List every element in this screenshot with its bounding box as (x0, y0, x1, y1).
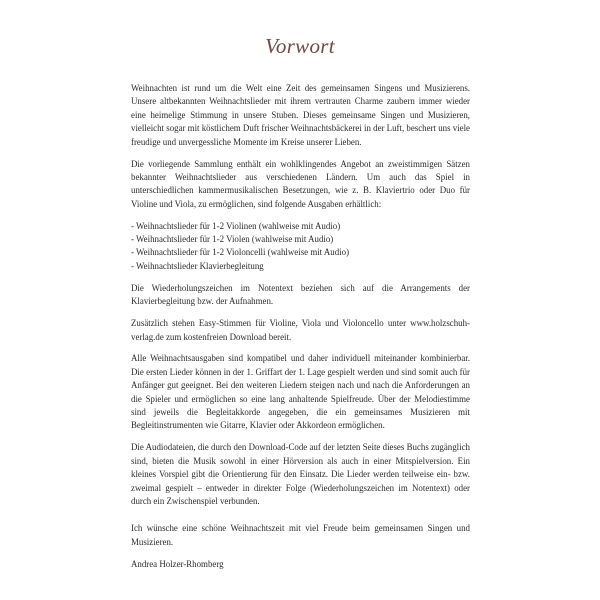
paragraph-intro: Weihnachten ist rund um die Welt eine Zeit des gemeinsamen Singens und Musizierens. Unsere altbekannten Weihnachtslieder mit ihrem vertrauten Charme zaubern immer wieder eine heimelige Stimmung in unsere Stuben. Dieses gemeinsame Singen und Musizieren, vielleicht sogar mit köstlichem Duft frischer Weihnachtsbäckerei in der Luft, beschert uns viele freudige und unvergessliche Momente im Kreise unserer Lieben. (131, 83, 470, 147)
paragraph-compatibility: Alle Weihnachtsausgaben sind kompatibel und daher individuell miteinander kombinierbar. Die ersten Lieder können in der 1. Griffart der 1. Lage gespielt werden und sind somit auch für Anfänger gut geeignet. Bei den weiteren Liedern steigen nach und nach die Anforderungen an die Spieler und ermöglichen so eine lang anhaltende Spielfreude. Über der Melodiestimme sind jeweils die Begleitakkorde angegeben, die ein gemeinsames Musizieren mit Begleitinstrumenten wie Gitarre, Klavier oder Akkordeon ermöglichen. (131, 353, 470, 431)
edition-item: - Weihnachtslieder für 1-2 Violoncelli (wahlweise mit Audio) (131, 247, 350, 258)
foreword-body (131, 82, 470, 580)
paragraph-repeat-signs: Die Wiederholungszeichen im Notentext beziehen sich auf die Arrangements der Klavierbegleitung bzw. der Aufnahmen. (131, 282, 470, 307)
paragraph-collection: Die vorliegende Sammlung enthält ein wohlklingendes Angebot an zweistimmigen Sätzen bekannter Weihnachtslieder aus verschiedenen Ländern. Um auch das Spiel in unterschiedlichen kammermusikalischen Besetzungen, wie z. B. Klaviertrio oder Duo für Violine und Viola, zu ermöglichen, sind folgende Ausgaben erhältlich: (131, 158, 470, 209)
editions-list (131, 220, 470, 274)
paragraph-audio: Die Audiodateien, die durch den Download-Code auf der letzten Seite dieses Buchs zugänglich sind, bieten die Musik sowohl in einer Hörversion als auch in einer Mitspielversion. Ein kleines Vorspiel gibt die Orientierung für den Einsatz. Die Lieder werden teilweise ein- bzw. zweimal gespielt – entweder in direkter Folge (Wiederholungszeichen im Notentext) oder durch ein Zwischenspiel verbunden. (131, 442, 470, 506)
paragraph-closing: Ich wünsche eine schöne Weihnachtszeit mit viel Freude beim gemeinsamen Singen und Musizieren. (131, 523, 470, 547)
edition-item: - Weihnachtslieder für 1-2 Violen (wahlweise mit Audio) (131, 234, 334, 245)
author-signature: Andrea Holzer-Rhomberg (131, 558, 224, 569)
edition-item: - Weihnachtslieder Klavierbegleitung (131, 260, 264, 271)
page-title: Vorwort (265, 34, 335, 58)
edition-item: - Weihnachtslieder für 1-2 Violinen (wahlweise mit Audio) (131, 220, 341, 231)
paragraph-easy-parts: Zusätzlich stehen Easy-Stimmen für Violine, Viola und Violoncello unter www.holzschuh-verlag.de zum kostenfreien Download bereit. (131, 318, 470, 342)
